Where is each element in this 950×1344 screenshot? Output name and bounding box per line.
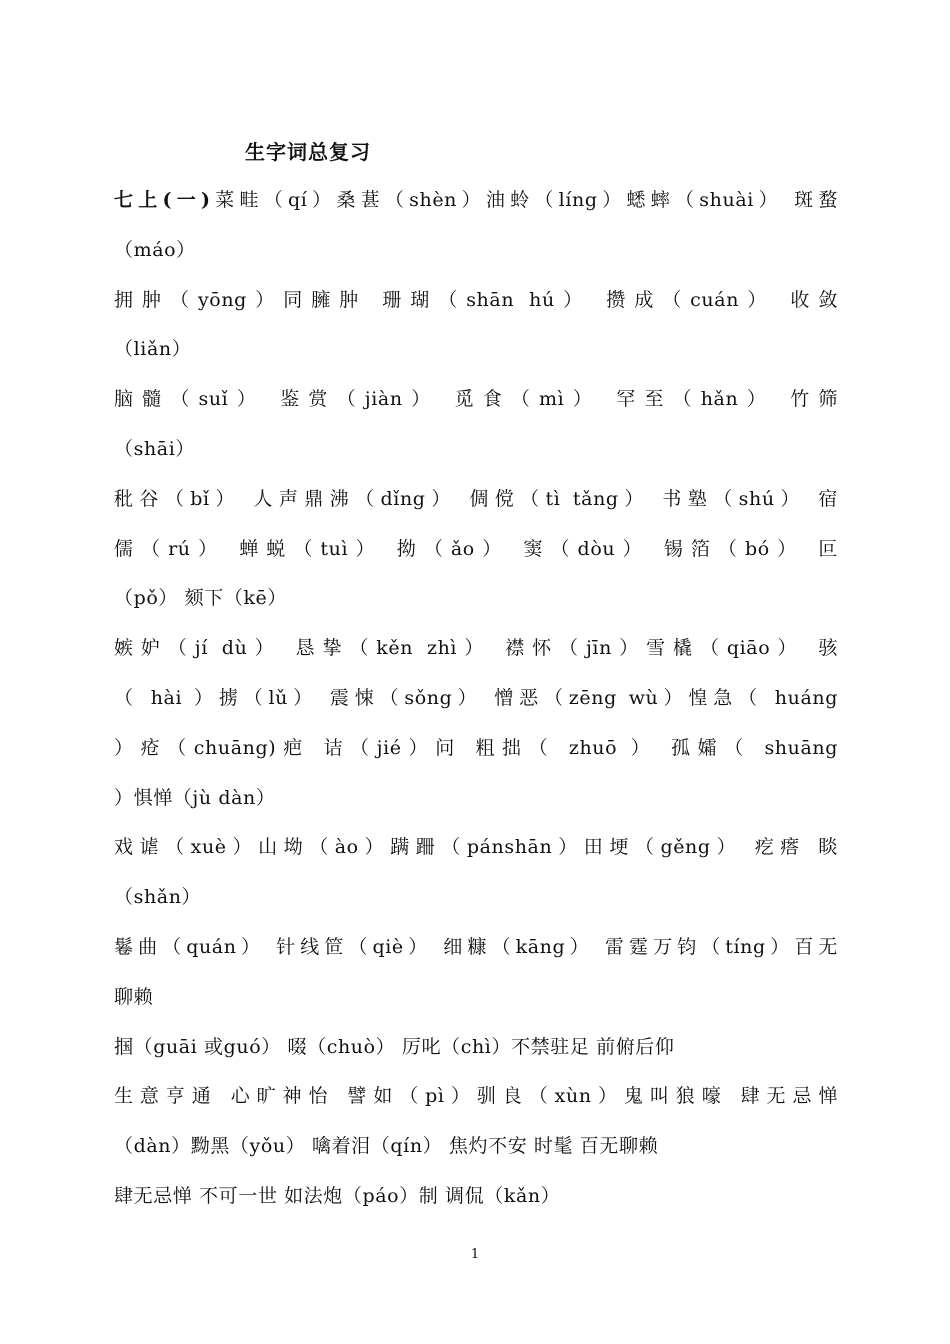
text-line: （máo） (114, 238, 196, 261)
text-line: 掴（guāi 或guó） 啜（chuò） 厉叱（chì）不禁驻足 前俯后仰 (114, 1035, 675, 1058)
text-line: （shǎn） (114, 886, 202, 909)
text-line: 生意亨通 心旷神怡 譬如（pì）驯良（xùn）鬼叫狼嚎 肆无忌惮 (114, 1085, 838, 1108)
text-line: （ hài ）掳（lǔ） 震悚（sǒng） 憎恶（zēng wù）惶急（ huáng (114, 686, 838, 709)
text-line: 聊赖 (114, 985, 154, 1008)
text-line-content: 菜畦（qí）桑葚（shèn）油蛉（líng）蟋蟀（shuài） 斑蝥 (210, 189, 838, 211)
text-line: （liǎn） (114, 338, 192, 361)
vocabulary-list (114, 176, 838, 1222)
text-line: 嫉妒（jí dù） 恳挚（kěn zhì） 襟怀（jīn）雪橇（qiāo） 骇 (114, 637, 838, 660)
text-line: 秕谷（bǐ） 人声鼎沸（dǐng） 倜傥（tì tǎng） 书塾（shú） 宿 (114, 487, 838, 510)
text-line: ）惧惮（jù dàn） (114, 786, 276, 809)
section-label: 七上(一) (114, 189, 211, 211)
text-line: 儒（rú） 蝉蜕（tuì） 拗（ǎo） 窦（dòu） 锡箔（bó） 叵 (114, 537, 838, 560)
text-line: ）疮（chuāng)疤 诘（jié）问 粗拙（ zhuō ） 孤孀（ shuāng (114, 736, 838, 759)
text-line: （dàn）黝黑（yǒu） 噙着泪（qín） 焦灼不安 时髦 百无聊赖 (114, 1135, 659, 1158)
page-number: 1 (470, 1247, 480, 1262)
page-title: 生字词总复习 (245, 140, 371, 164)
text-line: 拥肿（yōng）同臃肿 珊瑚（shān hú） 攒成（cuán） 收敛 (114, 288, 838, 311)
text-line: 肆无忌惮 不可一世 如法炮（páo）制 调侃（kǎn） (114, 1184, 561, 1207)
text-line: 鬈曲（quán） 针线笸（qiè） 细糠（kāng） 雷霆万钧（tíng）百无 (114, 935, 838, 958)
text-line (114, 176, 838, 226)
text-line: 戏谑（xuè）山坳（ào）蹒跚（pánshān）田埂（gěng） 疙瘩 睒 (114, 836, 838, 859)
text-line: （shāi） (114, 437, 195, 460)
text-line: 脑髓（suǐ） 鉴赏（jiàn） 觅食（mì） 罕至（hǎn） 竹筛 (114, 388, 838, 411)
text-line: （pǒ） 颏下（kē） (114, 587, 287, 610)
